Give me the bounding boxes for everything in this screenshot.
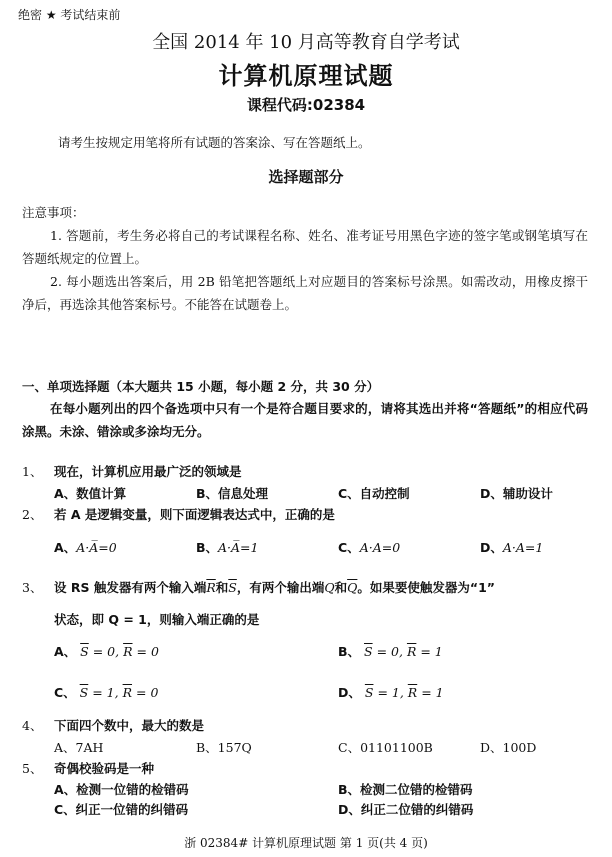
option-letter: C、 [338, 540, 360, 555]
q-bar: $\overline{Q}$ [347, 580, 358, 595]
option-a [54, 642, 159, 660]
value: = 1 [421, 685, 444, 700]
note-item: 1. 答题前，考生务必将自己的考试课程名称、姓名、准考证号用黑色字迹的签字笔或钢笔填写在答题纸规定的位置上。 [22, 228, 588, 266]
s-bar: $\overline{S}$ [364, 685, 374, 700]
option-d: D、100D [480, 740, 537, 755]
question-number: 4、 [22, 718, 43, 733]
option-b [338, 642, 443, 660]
option-d [338, 683, 444, 701]
option-letter: B、 [338, 644, 361, 659]
option-b [196, 538, 259, 556]
option-d: D、纠正二位错的纠错码 [338, 802, 474, 817]
option-letter: D、 [480, 540, 503, 555]
r-bar: $\overline{R}$ [123, 644, 133, 659]
section-description: 在每小题列出的四个备选项中只有一个是符合题目要求的，请将其选出并将“答题纸”的相应代码涂黑。未涂、错涂或多涂均无分。 [22, 401, 588, 439]
question-number: 3、 [22, 580, 43, 595]
question-text: 现在，计算机应用最广泛的领域是 [54, 464, 242, 479]
option-a: A、数值计算 [54, 486, 127, 501]
value: = 0 [136, 644, 159, 659]
value: = 1, [92, 685, 119, 700]
general-instruction: 请考生按规定用笔将所有试题的答案涂、写在答题纸上。 [58, 135, 371, 150]
option-letter: C、 [54, 685, 76, 700]
question-text [54, 578, 495, 596]
option-letter: B、 [196, 540, 219, 555]
option-b: B、检测二位错的检错码 [338, 782, 473, 797]
logic-expression: A·A̅=0 [76, 540, 117, 555]
r-bar: $\overline{R}$ [407, 685, 418, 700]
text-part: 设 RS 触发器有两个输入端 [54, 580, 207, 595]
paper-title: 计算机原理试题 [218, 62, 394, 90]
text-part: 。如果要使触发器为“1” [357, 580, 496, 595]
option-b: B、信息处理 [196, 486, 269, 501]
question-text: 下面四个数中，最大的数是 [54, 718, 205, 733]
page-footer: 浙 02384# 计算机原理试题 第 1 页(共 4 页) [184, 836, 428, 850]
logic-expression: A·A=1 [502, 540, 544, 555]
course-code: 课程代码:02384 [246, 96, 366, 114]
value: = 1 [420, 644, 443, 659]
option-c [338, 538, 400, 556]
value: = 1, [377, 685, 404, 700]
option-b: B、157Q [196, 740, 252, 755]
r-bar: $\overline{R}$ [406, 644, 417, 659]
option-letter: A、 [54, 644, 77, 659]
option-c: C、01101100B [338, 740, 433, 755]
s-bar: $\overline{S}$ [79, 685, 89, 700]
logic-expression: A·A̅=1 [218, 540, 259, 555]
part-title: 选择题部分 [268, 168, 344, 186]
q-output: Q [324, 580, 335, 595]
s-bar: $\overline{S}$ [228, 580, 237, 595]
question-number: 2、 [22, 507, 43, 522]
s-bar: $\overline{S}$ [80, 644, 89, 659]
option-letter: A、 [54, 540, 77, 555]
question-text: 奇偶校验码是一种 [54, 761, 155, 776]
option-c: C、纠正一位错的纠错码 [54, 802, 189, 817]
text-part: 和 [334, 580, 348, 595]
section-heading: 一、单项选择题（本大题共 15 小题，每小题 2 分，共 30 分） [22, 379, 380, 394]
note-item: 2. 每小题选出答案后，用 2B 铅笔把答题纸上对应题目的答案标号涂黑。如需改动，用橡皮擦干净后，再选涂其他答案标号。不能答在试题卷上。 [22, 274, 588, 312]
s-bar: $\overline{S}$ [364, 644, 373, 659]
notes-title: 注意事项： [22, 205, 85, 220]
question-text-line2: 状态，即 Q = 1，则输入端正确的是 [54, 612, 260, 627]
option-letter: D、 [338, 685, 361, 700]
text-part: 和 [215, 580, 229, 595]
value: = 0, [376, 644, 403, 659]
text-part: ，有两个输出端 [236, 580, 325, 595]
option-c: C、自动控制 [338, 486, 410, 501]
option-d: D、辅助设计 [480, 486, 553, 501]
question-number: 1、 [22, 464, 43, 479]
option-a: A、检测一位错的检错码 [54, 782, 189, 797]
value: = 0, [92, 644, 120, 659]
logic-expression: A·A=0 [359, 540, 401, 555]
confidential-mark: 绝密 ★ 考试结束前 [18, 8, 121, 22]
option-a [54, 538, 117, 556]
value: = 0 [136, 685, 159, 700]
option-d [480, 538, 543, 556]
r-bar: $\overline{R}$ [122, 685, 133, 700]
question-number: 5、 [22, 761, 43, 776]
option-a: A、7AH [54, 740, 104, 755]
question-text: 若 A 是逻辑变量，则下面逻辑表达式中，正确的是 [54, 507, 335, 522]
r-bar: $\overline{R}$ [206, 580, 216, 595]
option-c [54, 683, 158, 701]
exam-title: 全国 2014 年 10 月高等教育自学考试 [152, 32, 460, 53]
